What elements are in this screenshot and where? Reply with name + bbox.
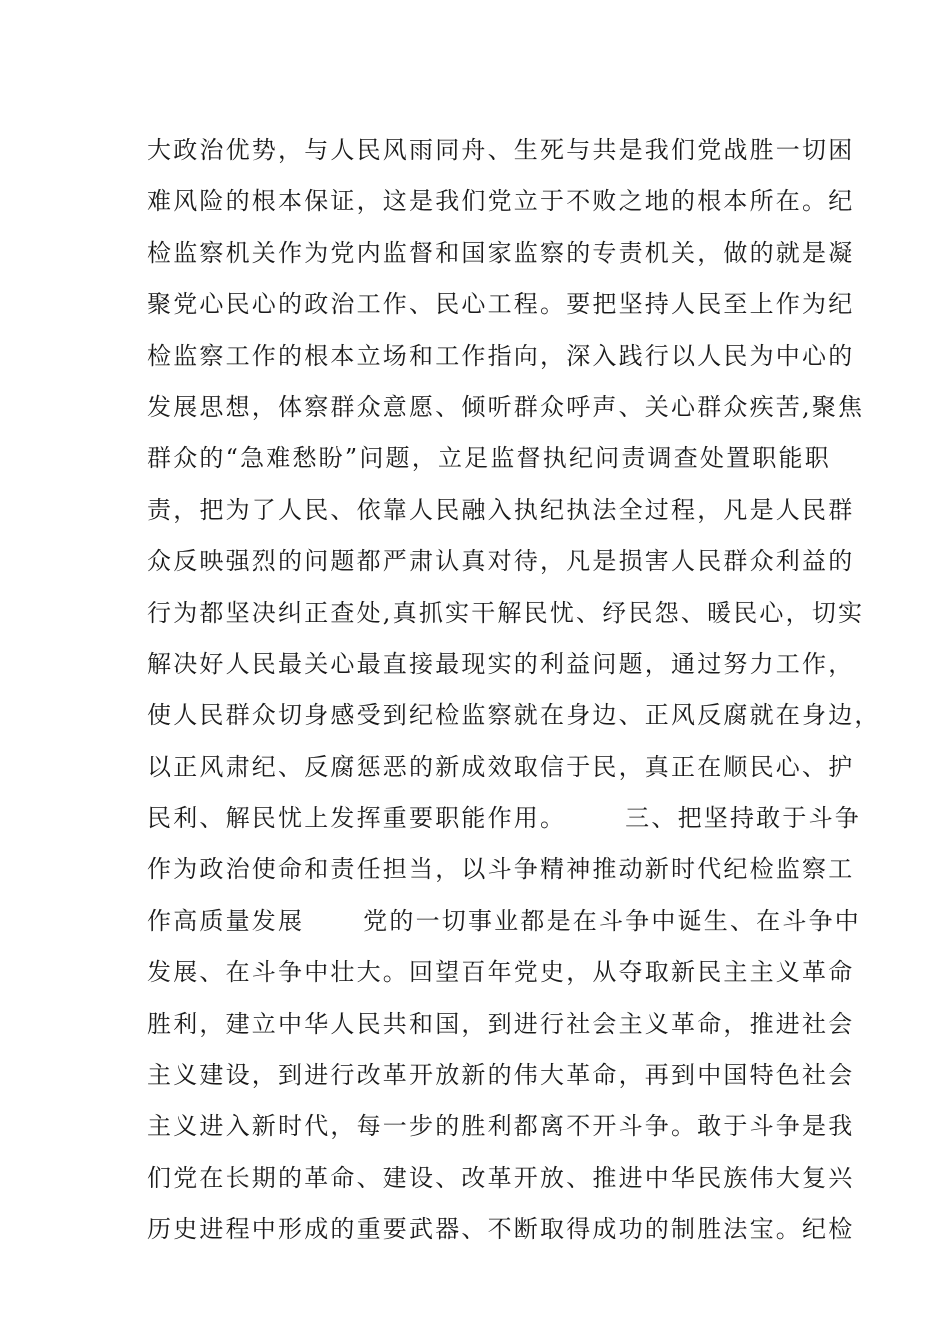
text-line: 作为政治使命和责任担当，以斗争精神推动新时代纪检监察工 <box>147 855 855 884</box>
text-line: 主义进入新时代，每一步的胜利都离不开斗争。敢于斗争是我 <box>147 1112 855 1141</box>
text-line: 众反映强烈的问题都严肃认真对待，凡是损害人民群众利益的 <box>147 547 855 576</box>
text-line: 主义建设，到进行改革开放新的伟大革命，再到中国特色社会 <box>147 1061 855 1090</box>
text-line: 难风险的根本保证，这是我们党立于不败之地的根本所在。纪 <box>147 187 855 216</box>
text-line: 们党在长期的革命、建设、改革开放、推进中华民族伟大复兴 <box>147 1163 855 1192</box>
text-line: 检监察机关作为党内监督和国家监察的专责机关，做的就是凝 <box>147 238 855 267</box>
text-line: 作高质量发展 党的一切事业都是在斗争中诞生、在斗争中 <box>147 906 861 935</box>
text-line: 以正风肃纪、反腐惩恶的新成效取信于民，真正在顺民心、护 <box>147 752 855 781</box>
text-line: 民利、解民忧上发挥重要职能作用。 三、把坚持敢于斗争 <box>147 804 861 833</box>
text-line: 聚党心民心的政治工作、民心工程。要把坚持人民至上作为纪 <box>147 290 855 319</box>
text-line: 大政治优势，与人民风雨同舟、生死与共是我们党战胜一切困 <box>147 136 855 164</box>
text-line: 发展思想，体察群众意愿、倾听群众呼声、关心群众疾苦,聚焦 <box>147 392 865 421</box>
text-line: 群众的“急难愁盼”问题，立足监督执纪问责调查处置职能职 <box>147 444 831 473</box>
text-line: 发展、在斗争中壮大。回望百年党史，从夺取新民主主义革命 <box>147 958 855 987</box>
text-line: 解决好人民最关心最直接最现实的利益问题，通过努力工作， <box>147 649 855 678</box>
text-line: 胜利，建立中华人民共和国，到进行社会主义革命，推进社会 <box>147 1009 855 1038</box>
document-body <box>147 125 881 1256</box>
text-line: 检监察工作的根本立场和工作指向，深入践行以人民为中心的 <box>147 341 855 370</box>
text-line: 使人民群众切身感受到纪检监察就在身边、正风反腐就在身边， <box>147 701 881 730</box>
text-line: 历史进程中形成的重要武器、不断取得成功的制胜法宝。纪检 <box>147 1215 855 1244</box>
text-line: 责，把为了人民、依靠人民融入执纪执法全过程，凡是人民群 <box>147 495 855 524</box>
text-line: 行为都坚决纠正查处,真抓实干解民忧、纾民怨、暖民心，切实 <box>147 598 865 627</box>
